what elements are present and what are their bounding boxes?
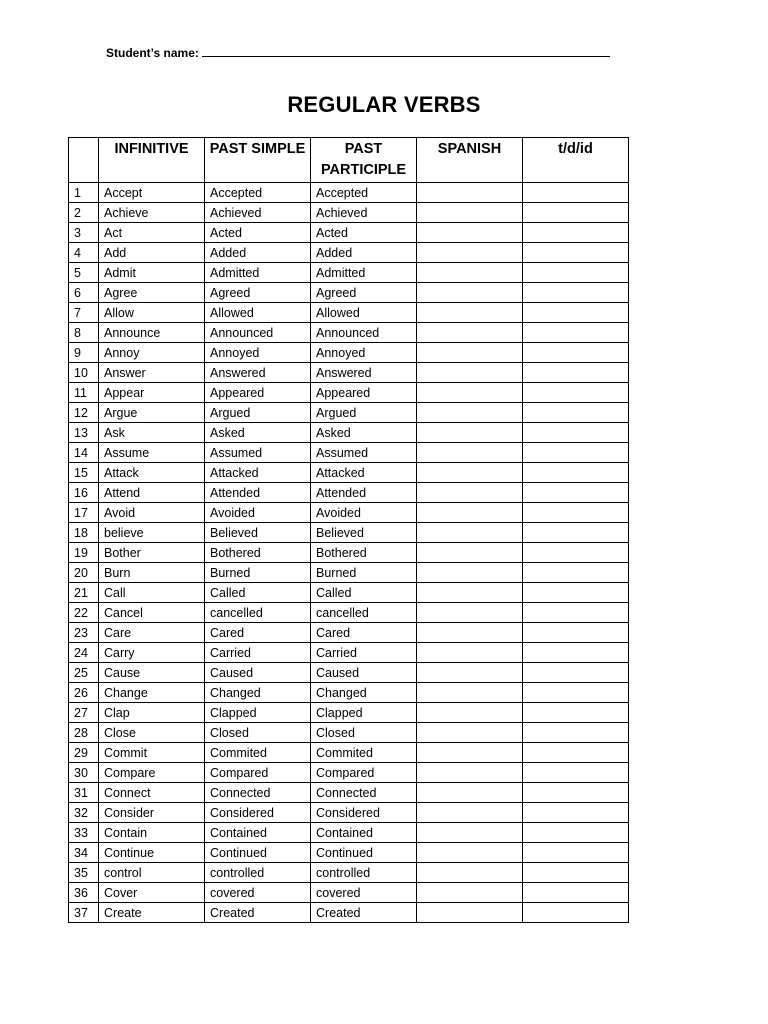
verb-past-simple: Compared: [205, 763, 311, 783]
verb-past-participle: Caused: [311, 663, 417, 683]
spanish-answer-cell[interactable]: [417, 683, 523, 703]
pronunciation-answer-cell[interactable]: [523, 723, 629, 743]
pronunciation-answer-cell[interactable]: [523, 423, 629, 443]
student-name-field: [106, 46, 610, 60]
verb-number: 23: [69, 623, 99, 643]
verb-past-participle: Contained: [311, 823, 417, 843]
verb-past-participle: Assumed: [311, 443, 417, 463]
verb-past-participle: Bothered: [311, 543, 417, 563]
table-row: [69, 223, 629, 243]
spanish-answer-cell[interactable]: [417, 763, 523, 783]
verb-number: 12: [69, 403, 99, 423]
pronunciation-answer-cell[interactable]: [523, 363, 629, 383]
spanish-answer-cell[interactable]: [417, 563, 523, 583]
verb-infinitive: Bother: [99, 543, 205, 563]
verb-past-simple: Asked: [205, 423, 311, 443]
verb-number: 30: [69, 763, 99, 783]
verb-past-participle: covered: [311, 883, 417, 903]
verb-number: 14: [69, 443, 99, 463]
student-name-label: Student’s name:: [106, 46, 199, 60]
verb-number: 21: [69, 583, 99, 603]
verb-number: 16: [69, 483, 99, 503]
table-row: [69, 843, 629, 863]
verb-infinitive: Ask: [99, 423, 205, 443]
verb-number: 7: [69, 303, 99, 323]
verb-number: 26: [69, 683, 99, 703]
verb-infinitive: Cancel: [99, 603, 205, 623]
verb-past-participle: Commited: [311, 743, 417, 763]
verb-number: 32: [69, 803, 99, 823]
verb-number: 4: [69, 243, 99, 263]
spanish-answer-cell[interactable]: [417, 403, 523, 423]
verb-past-simple: Closed: [205, 723, 311, 743]
spanish-answer-cell[interactable]: [417, 503, 523, 523]
page-title: REGULAR VERBS: [287, 92, 481, 117]
verb-infinitive: believe: [99, 523, 205, 543]
pronunciation-answer-cell[interactable]: [523, 863, 629, 883]
pronunciation-answer-cell[interactable]: [523, 843, 629, 863]
verb-number: 3: [69, 223, 99, 243]
spanish-answer-cell[interactable]: [417, 243, 523, 263]
verb-past-simple: Assumed: [205, 443, 311, 463]
verb-number: 37: [69, 903, 99, 923]
verb-number: 19: [69, 543, 99, 563]
verb-past-participle: Achieved: [311, 203, 417, 223]
verb-infinitive: Clap: [99, 703, 205, 723]
verb-infinitive: Connect: [99, 783, 205, 803]
verb-past-participle: Considered: [311, 803, 417, 823]
verb-past-participle: Avoided: [311, 503, 417, 523]
pronunciation-answer-cell[interactable]: [523, 203, 629, 223]
table-row: [69, 483, 629, 503]
verb-past-simple: Carried: [205, 643, 311, 663]
verb-number: 8: [69, 323, 99, 343]
verb-past-simple: Attended: [205, 483, 311, 503]
spanish-answer-cell[interactable]: [417, 483, 523, 503]
table-header-row: [69, 138, 629, 183]
spanish-answer-cell[interactable]: [417, 283, 523, 303]
verb-past-simple: covered: [205, 883, 311, 903]
verb-past-simple: Burned: [205, 563, 311, 583]
verb-infinitive: Care: [99, 623, 205, 643]
verb-number: 22: [69, 603, 99, 623]
verb-past-simple: Caused: [205, 663, 311, 683]
verb-number: 35: [69, 863, 99, 883]
table-row: [69, 563, 629, 583]
verb-number: 18: [69, 523, 99, 543]
spanish-answer-cell[interactable]: [417, 463, 523, 483]
verb-infinitive: Consider: [99, 803, 205, 823]
header-number: [69, 138, 99, 183]
verb-past-participle: Continued: [311, 843, 417, 863]
pronunciation-answer-cell[interactable]: [523, 903, 629, 923]
spanish-answer-cell[interactable]: [417, 383, 523, 403]
verb-number: 28: [69, 723, 99, 743]
spanish-answer-cell[interactable]: [417, 883, 523, 903]
verb-number: 15: [69, 463, 99, 483]
verb-infinitive: Accept: [99, 183, 205, 203]
pronunciation-answer-cell[interactable]: [523, 543, 629, 563]
verb-past-simple: Agreed: [205, 283, 311, 303]
verb-past-simple: Added: [205, 243, 311, 263]
spanish-answer-cell[interactable]: [417, 223, 523, 243]
spanish-answer-cell[interactable]: [417, 263, 523, 283]
verb-infinitive: Argue: [99, 403, 205, 423]
verb-infinitive: Compare: [99, 763, 205, 783]
verb-past-simple: Appeared: [205, 383, 311, 403]
verb-infinitive: Act: [99, 223, 205, 243]
verb-past-simple: Allowed: [205, 303, 311, 323]
spanish-answer-cell[interactable]: [417, 843, 523, 863]
verb-infinitive: Commit: [99, 743, 205, 763]
verb-infinitive: Attend: [99, 483, 205, 503]
verb-past-participle: Answered: [311, 363, 417, 383]
verb-past-participle: Appeared: [311, 383, 417, 403]
table-row: [69, 703, 629, 723]
spanish-answer-cell[interactable]: [417, 183, 523, 203]
verb-past-participle: Added: [311, 243, 417, 263]
verb-past-simple: Commited: [205, 743, 311, 763]
spanish-answer-cell[interactable]: [417, 323, 523, 343]
pronunciation-answer-cell[interactable]: [523, 823, 629, 843]
pronunciation-answer-cell[interactable]: [523, 703, 629, 723]
verb-infinitive: Attack: [99, 463, 205, 483]
verb-infinitive: Achieve: [99, 203, 205, 223]
pronunciation-answer-cell[interactable]: [523, 463, 629, 483]
spanish-answer-cell[interactable]: [417, 703, 523, 723]
verb-number: 2: [69, 203, 99, 223]
spanish-answer-cell[interactable]: [417, 803, 523, 823]
verb-number: 9: [69, 343, 99, 363]
table-row: [69, 423, 629, 443]
verb-number: 31: [69, 783, 99, 803]
verb-infinitive: Cause: [99, 663, 205, 683]
pronunciation-answer-cell[interactable]: [523, 283, 629, 303]
verb-past-participle: Carried: [311, 643, 417, 663]
verb-number: 13: [69, 423, 99, 443]
table-row: [69, 543, 629, 563]
pronunciation-answer-cell[interactable]: [523, 243, 629, 263]
verb-infinitive: Continue: [99, 843, 205, 863]
pronunciation-answer-cell[interactable]: [523, 803, 629, 823]
verb-past-participle: Attended: [311, 483, 417, 503]
pronunciation-answer-cell[interactable]: [523, 763, 629, 783]
spanish-answer-cell[interactable]: [417, 663, 523, 683]
verb-past-simple: Changed: [205, 683, 311, 703]
pronunciation-answer-cell[interactable]: [523, 483, 629, 503]
verb-number: 29: [69, 743, 99, 763]
verb-past-simple: Achieved: [205, 203, 311, 223]
verb-number: 20: [69, 563, 99, 583]
verb-past-participle: Announced: [311, 323, 417, 343]
table-row: [69, 803, 629, 823]
pronunciation-answer-cell[interactable]: [523, 303, 629, 323]
spanish-answer-cell[interactable]: [417, 743, 523, 763]
verb-past-simple: Attacked: [205, 463, 311, 483]
verb-past-participle: Burned: [311, 563, 417, 583]
verb-past-simple: Answered: [205, 363, 311, 383]
pronunciation-answer-cell[interactable]: [523, 623, 629, 643]
verb-past-simple: Cared: [205, 623, 311, 643]
verb-number: 33: [69, 823, 99, 843]
verb-infinitive: Announce: [99, 323, 205, 343]
pronunciation-answer-cell[interactable]: [523, 683, 629, 703]
verb-past-participle: Argued: [311, 403, 417, 423]
spanish-answer-cell[interactable]: [417, 423, 523, 443]
verb-number: 11: [69, 383, 99, 403]
verb-infinitive: Contain: [99, 823, 205, 843]
table-row: [69, 503, 629, 523]
pronunciation-answer-cell[interactable]: [523, 263, 629, 283]
verb-infinitive: Appear: [99, 383, 205, 403]
verb-infinitive: control: [99, 863, 205, 883]
verb-past-simple: Admitted: [205, 263, 311, 283]
header-past-participle: PAST PARTICIPLE: [311, 138, 417, 183]
verb-infinitive: Answer: [99, 363, 205, 383]
spanish-answer-cell[interactable]: [417, 903, 523, 923]
verb-past-participle: Clapped: [311, 703, 417, 723]
regular-verbs-table: [68, 137, 629, 923]
verb-past-simple: Called: [205, 583, 311, 603]
table-row: [69, 823, 629, 843]
spanish-answer-cell[interactable]: [417, 823, 523, 843]
header-infinitive: INFINITIVE: [99, 138, 205, 183]
table-row: [69, 203, 629, 223]
verb-past-participle: controlled: [311, 863, 417, 883]
verb-past-simple: Created: [205, 903, 311, 923]
verb-number: 1: [69, 183, 99, 203]
verb-past-participle: Cared: [311, 623, 417, 643]
table-row: [69, 863, 629, 883]
verb-infinitive: Add: [99, 243, 205, 263]
table-row: [69, 363, 629, 383]
table-row: [69, 763, 629, 783]
spanish-answer-cell[interactable]: [417, 583, 523, 603]
verb-infinitive: Cover: [99, 883, 205, 903]
verb-past-simple: controlled: [205, 863, 311, 883]
pronunciation-answer-cell[interactable]: [523, 343, 629, 363]
spanish-answer-cell[interactable]: [417, 303, 523, 323]
verb-number: 6: [69, 283, 99, 303]
verb-past-participle: Allowed: [311, 303, 417, 323]
spanish-answer-cell[interactable]: [417, 723, 523, 743]
table-row: [69, 343, 629, 363]
verb-past-simple: Announced: [205, 323, 311, 343]
verb-rows: [69, 183, 629, 923]
spanish-answer-cell[interactable]: [417, 783, 523, 803]
verb-number: 34: [69, 843, 99, 863]
table-row: [69, 583, 629, 603]
pronunciation-answer-cell[interactable]: [523, 563, 629, 583]
table-row: [69, 443, 629, 463]
spanish-answer-cell[interactable]: [417, 643, 523, 663]
pronunciation-answer-cell[interactable]: [523, 523, 629, 543]
pronunciation-answer-cell[interactable]: [523, 403, 629, 423]
verb-past-participle: Agreed: [311, 283, 417, 303]
pronunciation-answer-cell[interactable]: [523, 643, 629, 663]
table-row: [69, 303, 629, 323]
verb-infinitive: Agree: [99, 283, 205, 303]
pronunciation-answer-cell[interactable]: [523, 383, 629, 403]
verb-infinitive: Carry: [99, 643, 205, 663]
verb-past-participle: Changed: [311, 683, 417, 703]
pronunciation-answer-cell[interactable]: [523, 743, 629, 763]
table-row: [69, 243, 629, 263]
verb-infinitive: Avoid: [99, 503, 205, 523]
verb-number: 27: [69, 703, 99, 723]
verb-infinitive: Admit: [99, 263, 205, 283]
verb-past-participle: Closed: [311, 723, 417, 743]
table-row: [69, 383, 629, 403]
table-row: [69, 783, 629, 803]
spanish-answer-cell[interactable]: [417, 523, 523, 543]
verb-number: 24: [69, 643, 99, 663]
spanish-answer-cell[interactable]: [417, 343, 523, 363]
spanish-answer-cell[interactable]: [417, 603, 523, 623]
verb-past-simple: Continued: [205, 843, 311, 863]
table-row: [69, 323, 629, 343]
verb-past-participle: Called: [311, 583, 417, 603]
spanish-answer-cell[interactable]: [417, 863, 523, 883]
verb-past-participle: Attacked: [311, 463, 417, 483]
verb-past-simple: Accepted: [205, 183, 311, 203]
verb-past-simple: Believed: [205, 523, 311, 543]
spanish-answer-cell[interactable]: [417, 543, 523, 563]
table-row: [69, 263, 629, 283]
header-pronunciation: t/d/id: [523, 138, 629, 183]
verb-past-simple: cancelled: [205, 603, 311, 623]
verb-past-participle: Admitted: [311, 263, 417, 283]
table-row: [69, 643, 629, 663]
pronunciation-answer-cell[interactable]: [523, 323, 629, 343]
verb-past-simple: Clapped: [205, 703, 311, 723]
verb-infinitive: Assume: [99, 443, 205, 463]
student-name-blank-line[interactable]: [202, 46, 610, 57]
verb-past-participle: Acted: [311, 223, 417, 243]
verb-past-simple: Acted: [205, 223, 311, 243]
table-row: [69, 663, 629, 683]
verb-past-participle: Believed: [311, 523, 417, 543]
pronunciation-answer-cell[interactable]: [523, 443, 629, 463]
verb-past-simple: Bothered: [205, 543, 311, 563]
verb-past-participle: Created: [311, 903, 417, 923]
verb-number: 5: [69, 263, 99, 283]
verb-past-participle: Annoyed: [311, 343, 417, 363]
verb-past-participle: Compared: [311, 763, 417, 783]
verb-number: 17: [69, 503, 99, 523]
verb-past-simple: Considered: [205, 803, 311, 823]
table-row: [69, 283, 629, 303]
table-row: [69, 743, 629, 763]
pronunciation-answer-cell[interactable]: [523, 183, 629, 203]
verb-infinitive: Call: [99, 583, 205, 603]
verb-past-simple: Argued: [205, 403, 311, 423]
verb-past-simple: Avoided: [205, 503, 311, 523]
verb-number: 25: [69, 663, 99, 683]
pronunciation-answer-cell[interactable]: [523, 883, 629, 903]
spanish-answer-cell[interactable]: [417, 623, 523, 643]
pronunciation-answer-cell[interactable]: [523, 603, 629, 623]
pronunciation-answer-cell[interactable]: [523, 583, 629, 603]
verb-past-simple: Contained: [205, 823, 311, 843]
table-row: [69, 463, 629, 483]
verb-infinitive: Burn: [99, 563, 205, 583]
header-spanish: SPANISH: [417, 138, 523, 183]
pronunciation-answer-cell[interactable]: [523, 663, 629, 683]
pronunciation-answer-cell[interactable]: [523, 783, 629, 803]
verb-past-participle: Accepted: [311, 183, 417, 203]
spanish-answer-cell[interactable]: [417, 363, 523, 383]
table-row: [69, 623, 629, 643]
header-past-simple: PAST SIMPLE: [205, 138, 311, 183]
table-row: [69, 883, 629, 903]
table-row: [69, 723, 629, 743]
pronunciation-answer-cell[interactable]: [523, 223, 629, 243]
table-row: [69, 523, 629, 543]
verb-number: 36: [69, 883, 99, 903]
verb-number: 10: [69, 363, 99, 383]
table-row: [69, 183, 629, 203]
spanish-answer-cell[interactable]: [417, 203, 523, 223]
verb-past-participle: Asked: [311, 423, 417, 443]
table-row: [69, 903, 629, 923]
table-row: [69, 603, 629, 623]
verb-infinitive: Change: [99, 683, 205, 703]
verb-infinitive: Annoy: [99, 343, 205, 363]
spanish-answer-cell[interactable]: [417, 443, 523, 463]
pronunciation-answer-cell[interactable]: [523, 503, 629, 523]
table-row: [69, 403, 629, 423]
verb-infinitive: Close: [99, 723, 205, 743]
verb-past-participle: Connected: [311, 783, 417, 803]
verb-infinitive: Allow: [99, 303, 205, 323]
verb-past-simple: Connected: [205, 783, 311, 803]
verb-past-participle: cancelled: [311, 603, 417, 623]
table-row: [69, 683, 629, 703]
verb-infinitive: Create: [99, 903, 205, 923]
verb-past-simple: Annoyed: [205, 343, 311, 363]
